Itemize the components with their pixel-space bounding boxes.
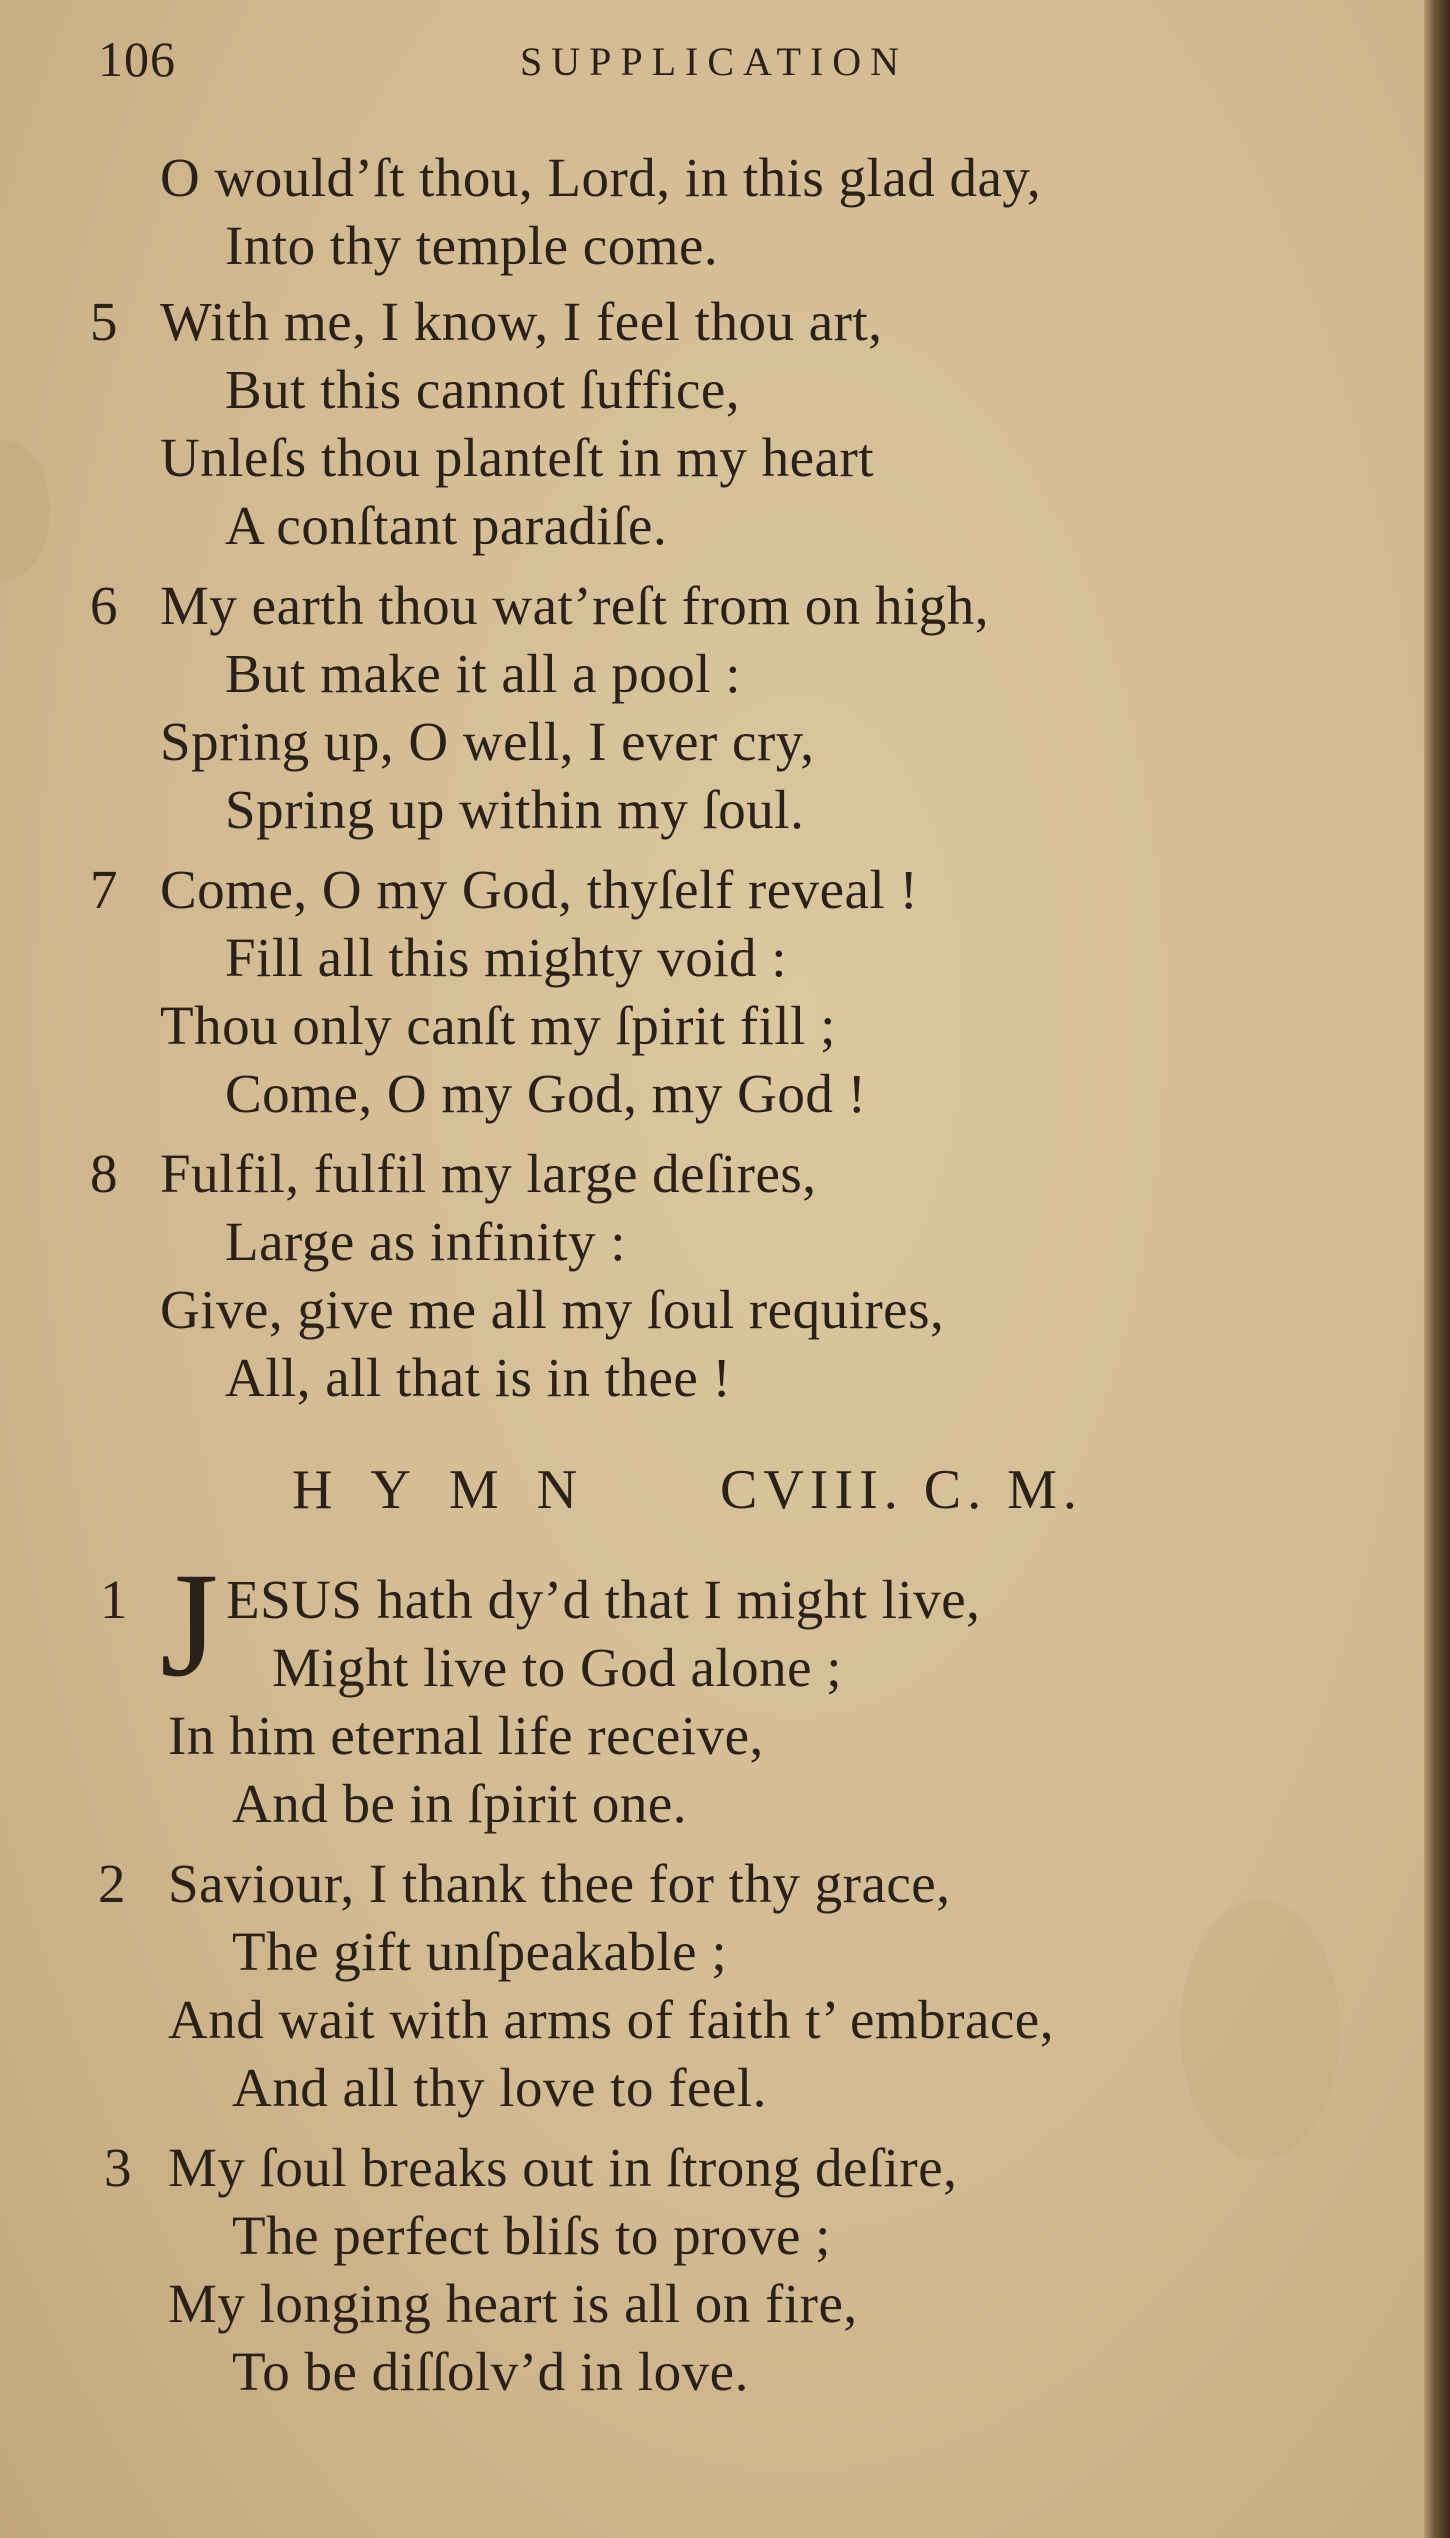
verse-line: The gift unſpeakable ; xyxy=(232,1921,728,1982)
verse-line: My earth thou wat’reſt from on high, xyxy=(160,575,990,636)
verse-line: But this cannot ſuffice, xyxy=(225,359,741,420)
running-head: SUPPLICATION xyxy=(520,39,909,84)
hymn-title-number: CVIII. C. M. xyxy=(720,1459,1083,1521)
verse-line: But make it all a pool : xyxy=(225,643,742,704)
verse-line: Unleſs thou planteſt in my heart xyxy=(160,427,875,488)
verse-line: All, all that is in thee ! xyxy=(225,1347,732,1408)
verse-line: Thou only canſt my ſpirit fill ; xyxy=(160,995,836,1056)
verse-line: ESUS hath dy’d that I might live, xyxy=(226,1569,981,1630)
page-header xyxy=(0,30,1420,90)
verse-line: With me, I know, I feel thou art, xyxy=(160,291,883,352)
stanza-number: 2 xyxy=(98,1853,126,1914)
verse-line: To be diſſolv’d in love. xyxy=(232,2341,749,2402)
paper-stain xyxy=(0,440,50,580)
verse-line: My ſoul breaks out in ſtrong deſire, xyxy=(168,2137,958,2198)
verse-line: Might live to God alone ; xyxy=(272,1637,843,1698)
verse-line: Come, O my God, my God ! xyxy=(225,1063,867,1124)
verse-line: And be in ſpirit one. xyxy=(232,1773,688,1834)
stanza-number: 7 xyxy=(90,859,118,920)
page-number: 106 xyxy=(98,31,176,87)
verse-line: Come, O my God, thyſelf reveal ! xyxy=(160,859,919,920)
verse-line: In him eternal life receive, xyxy=(168,1705,764,1766)
verse-line: O would’ſt thou, Lord, in this glad day, xyxy=(160,147,1042,208)
verse-line: My longing heart is all on fire, xyxy=(168,2273,858,2334)
paper-stain xyxy=(1180,1900,1340,2160)
hymn-title-word: HYMN xyxy=(292,1459,616,1521)
stanza-number: 5 xyxy=(90,291,118,352)
stanza-number: 1 xyxy=(100,1569,128,1630)
verse-line: The perfect bliſs to prove ; xyxy=(232,2205,831,2266)
stanza-number: 3 xyxy=(104,2137,132,2198)
verse-line: Into thy temple come. xyxy=(225,215,719,276)
verse-line: And wait with arms of faith t’ embrace, xyxy=(168,1989,1054,2050)
verse-line: And all thy love to feel. xyxy=(232,2057,767,2118)
verse-line: Fill all this mighty void : xyxy=(225,927,788,988)
hymn-title xyxy=(0,1458,1420,1528)
verse-line: Fulfil, fulfil my large deſires, xyxy=(160,1143,817,1204)
verse-line: Saviour, I thank thee for thy grace, xyxy=(168,1853,951,1914)
verse-line: Give, give me all my ſoul requires, xyxy=(160,1279,945,1340)
verse-line: Spring up within my ſoul. xyxy=(225,779,805,840)
drop-cap: J xyxy=(160,1542,219,1708)
stanza-number: 6 xyxy=(90,575,118,636)
verse-line: A conſtant paradiſe. xyxy=(225,495,668,556)
verse-line: Spring up, O well, I ever cry, xyxy=(160,711,815,772)
stanza-number: 8 xyxy=(90,1143,118,1204)
verse-line: Large as infinity : xyxy=(225,1211,627,1272)
book-spine xyxy=(1424,0,1450,2538)
